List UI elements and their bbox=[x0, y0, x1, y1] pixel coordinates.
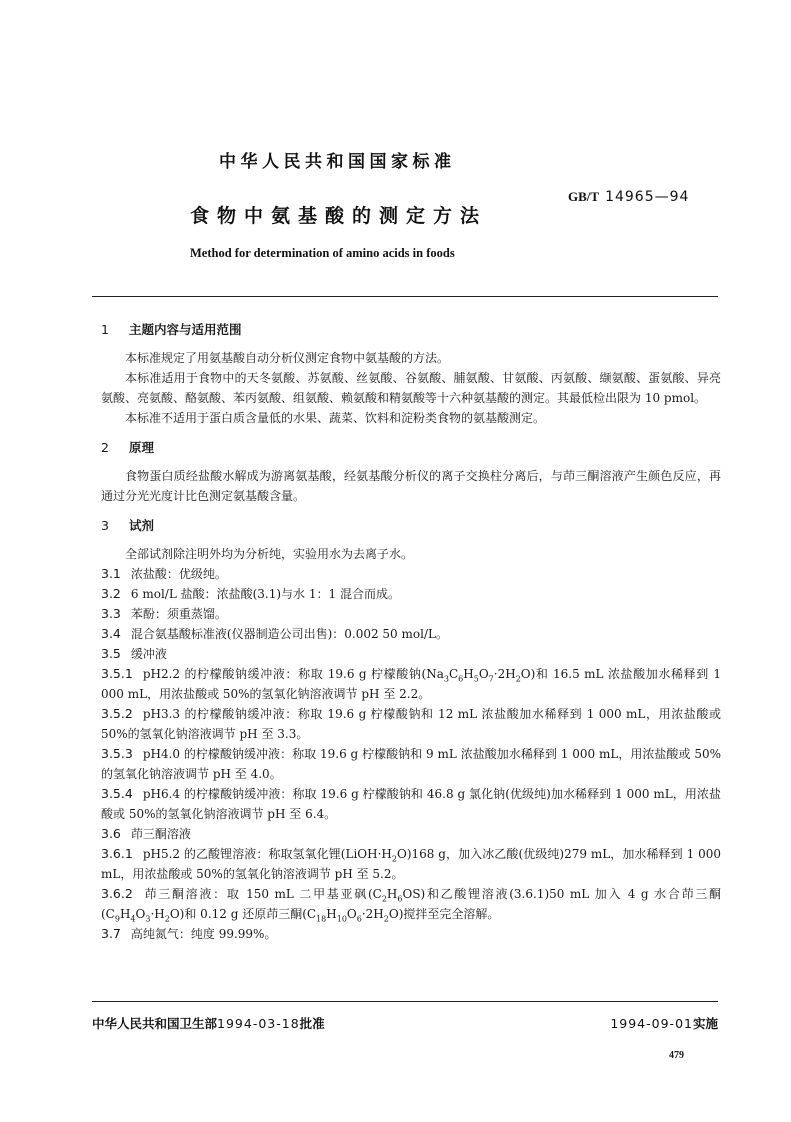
section-2-heading bbox=[101, 438, 721, 460]
clause-3-3: 3.3 苯酚：须重蒸馏。 bbox=[101, 606, 227, 621]
clause-3-6: 3.6 茚三酮溶液 bbox=[101, 826, 191, 841]
header-divider bbox=[92, 296, 718, 297]
clause-3-5-3: 3.5.3 pH4.0 的柠檬酸钠缓冲液：称取 19.6 g 柠檬酸钠和 9 mL 浓盐酸加水稀释到 1 000 mL，用浓盐酸或 50%的氢氧化钠溶液调节 pH 至 4.0。 bbox=[101, 746, 721, 781]
paragraph: 全部试剂除注明外均为分析纯，实验用水为去离子水。 bbox=[125, 547, 414, 561]
clause-3-4: 3.4 混合氨基酸标准液(仪器制造公司出售)：0.002 50 mol/L。 bbox=[101, 626, 448, 641]
clause-3-5: 3.5 缓冲液 bbox=[101, 646, 167, 661]
clause-3-6-2: 3.6.2 茚三酮溶液：取 150 mL 二甲基亚砜$(C_2H_6OS)$和乙酸锂溶液(3.6.1)50 mL 加入 4 g 水合茚三酮$(C_9H_4O_3\cdot H_2O)$和 0.12 g 还原茚三酮$(C_{18}H_{10}O_6\cdot 2H_2O)$搅拌至完全溶解。 bbox=[101, 886, 721, 924]
clause-3-6-1: 3.6.1 pH5.2 的乙酸锂溶液：称取氢氧化锂$(LiOH\cdot H_2O)168$ g，加入冰乙酸(优级纯)279 mL，加水稀释到 1 000 mL，用浓盐酸或 50%的氢氧化钠溶液调节 pH 至 5.2。 bbox=[101, 846, 721, 881]
document-body bbox=[101, 320, 721, 944]
section-title: 试剂 bbox=[129, 518, 155, 533]
section-title: 主题内容与适用范围 bbox=[129, 322, 242, 337]
standard-code bbox=[568, 189, 689, 205]
clause-3-5-4: 3.5.4 pH6.4 的柠檬酸钠缓冲液：称取 19.6 g 柠檬酸钠和 46.8 g 氯化钠(优级纯)加水稀释到 1 000 mL，用浓盐酸或 50%的氢氧化钠溶液调节 pH 至 6.4。 bbox=[101, 786, 721, 821]
section-1-heading bbox=[101, 320, 721, 342]
clause-3-5-2: 3.5.2 pH3.3 的柠檬酸钠缓冲液：称取 19.6 g 柠檬酸钠和 12 mL 浓盐酸加水稀释到 1 000 mL，用浓盐酸或 50%的氢氧化钠溶液调节 pH 至 3.3。 bbox=[101, 706, 721, 741]
paragraph: 食物蛋白质经盐酸水解成为游离氨基酸，经氨基酸分析仪的离子交换柱分离后，与茚三酮溶液产生颜色反应，再通过分光光度计比色测定氨基酸含量。 bbox=[101, 469, 721, 503]
section-number: 1 bbox=[101, 322, 109, 337]
footer-divider bbox=[92, 1001, 718, 1002]
section-number: 2 bbox=[101, 440, 109, 455]
paragraph: 本标准规定了用氨基酸自动分析仪测定食物中氨基酸的方法。 bbox=[125, 351, 450, 365]
clause-3-7: 3.7 高纯氮气：纯度 99.99%。 bbox=[101, 926, 277, 941]
paragraph: 本标准不适用于蛋白质含量低的水果、蔬菜、饮料和淀粉类食物的氨基酸测定。 bbox=[125, 411, 546, 425]
approval-line: 中华人民共和国卫生部1994-03-18批准 bbox=[92, 1016, 325, 1031]
footer bbox=[92, 1014, 718, 1032]
page-number: 479 bbox=[669, 1050, 684, 1061]
national-standard-heading: 中华人民共和国国家标准 bbox=[219, 152, 456, 172]
clause-3-2: 3.2 6 mol/L 盐酸：浓盐酸(3.1)与水 1：1 混合而成。 bbox=[101, 586, 400, 601]
section-title: 原理 bbox=[129, 440, 155, 455]
standard-code-prefix: GB/T bbox=[568, 189, 600, 204]
document-title-english: Method for determination of amino acids in foods bbox=[190, 246, 455, 260]
paragraph: 本标准适用于食物中的天冬氨酸、苏氨酸、丝氨酸、谷氨酸、脯氨酸、甘氨酸、丙氨酸、缬氨酸、蛋氨酸、异亮氨酸、亮氨酸、酪氨酸、苯丙氨酸、组氨酸、赖氨酸和精氨酸等十六种氨基酸的测定。其最低检出限为 10 pmol。 bbox=[101, 371, 721, 405]
section-3-heading bbox=[101, 516, 721, 538]
clause-3-1: 3.1 浓盐酸：优级纯。 bbox=[101, 566, 227, 581]
section-number: 3 bbox=[101, 518, 109, 533]
document-title: 食物中氨基酸的测定方法 bbox=[190, 205, 488, 227]
clause-3-5-1: 3.5.1 pH2.2 的柠檬酸钠缓冲液：称取 19.6 g 柠檬酸钠$(Na_3C_6H_5O_7\cdot 2H_2O)$和 16.5 mL 浓盐酸加水稀释到 1 000 mL，用浓盐酸或 50%的氢氧化钠溶液调节 pH 至 2.2。 bbox=[101, 666, 721, 701]
effective-line: 1994-09-01实施 bbox=[610, 1016, 718, 1031]
standard-code-number: 14965—94 bbox=[605, 189, 690, 205]
